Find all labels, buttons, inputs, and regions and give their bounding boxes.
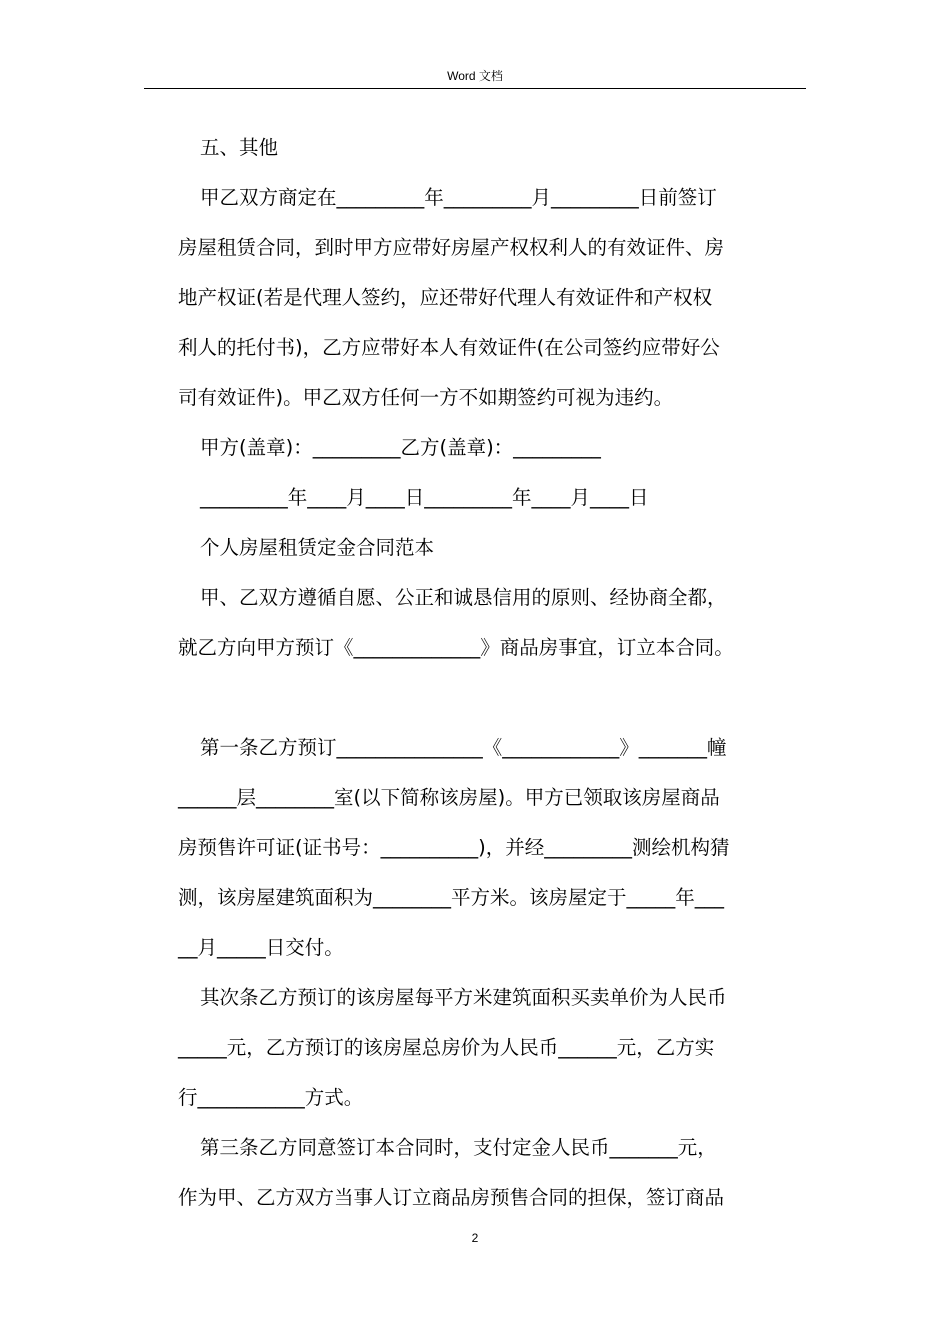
paragraph-line: 房屋租赁合同，到时甲方应带好房屋产权权利人的有效证件、房 (178, 236, 725, 259)
paragraph-line: 房预售许可证(证书号：__________)，并经_________测绘机构猜 (178, 836, 730, 859)
document-body (178, 123, 806, 1223)
paragraph-line: 地产权证(若是代理人签约，应还带好代理人有效证件和产权权 (178, 286, 713, 309)
paragraph-line: 行___________方式。 (178, 1086, 364, 1109)
paragraph-line: 甲乙双方商定在_________年_________月_________日前签订 (200, 186, 717, 209)
blank-spacer (178, 673, 806, 723)
article-one-line: 第一条乙方预订_______________《____________》_______幢 (200, 736, 727, 759)
paragraph-line: 就乙方向甲方预订《_____________》商品房事宜，订立本合同。 (178, 636, 734, 659)
paragraph-line: 测，该房屋建筑面积为________平方米。该房屋定于_____年___ (178, 886, 725, 909)
paragraph-line: 作为甲、乙方双方当事人订立商品房预售合同的担保，签订商品 (178, 1186, 725, 1209)
paragraph-line: 甲、乙双方遵循自愿、公正和诚恳信用的原则、经协商全都， (200, 586, 727, 609)
paragraph-line: 利人的托付书)，乙方应带好本人有效证件(在公司签约应带好公 (178, 336, 720, 359)
header-title: Word 文档 (447, 69, 503, 83)
paragraph-line: ______层________室(以下简称该房屋)。甲方已领取该房屋商品 (178, 786, 720, 809)
page-footer (0, 1230, 950, 1246)
page-number: 2 (471, 1231, 479, 1245)
document-subtitle: 个人房屋租赁定金合同范本 (200, 536, 435, 559)
paragraph-line: _____元，乙方预订的该房屋总房价为人民币______元，乙方实 (178, 1036, 715, 1059)
page-header (144, 66, 806, 89)
signature-line: 甲方(盖章)：_________乙方(盖章)：_________ (200, 436, 601, 459)
section-heading-other: 五、其他 (200, 136, 279, 159)
article-two-line: 其次条乙方预订的该房屋每平方米建筑面积买卖单价为人民币 (200, 986, 727, 1009)
date-line: _________年____月____日_________年____月____日 (200, 486, 649, 509)
paragraph-line: __月_____日交付。 (178, 936, 344, 959)
article-three-line: 第三条乙方同意签订本合同时，支付定金人民币_______元， (200, 1136, 717, 1159)
paragraph-line: 司有效证件)。甲乙双方任何一方不如期签约可视为违约。 (178, 386, 674, 409)
